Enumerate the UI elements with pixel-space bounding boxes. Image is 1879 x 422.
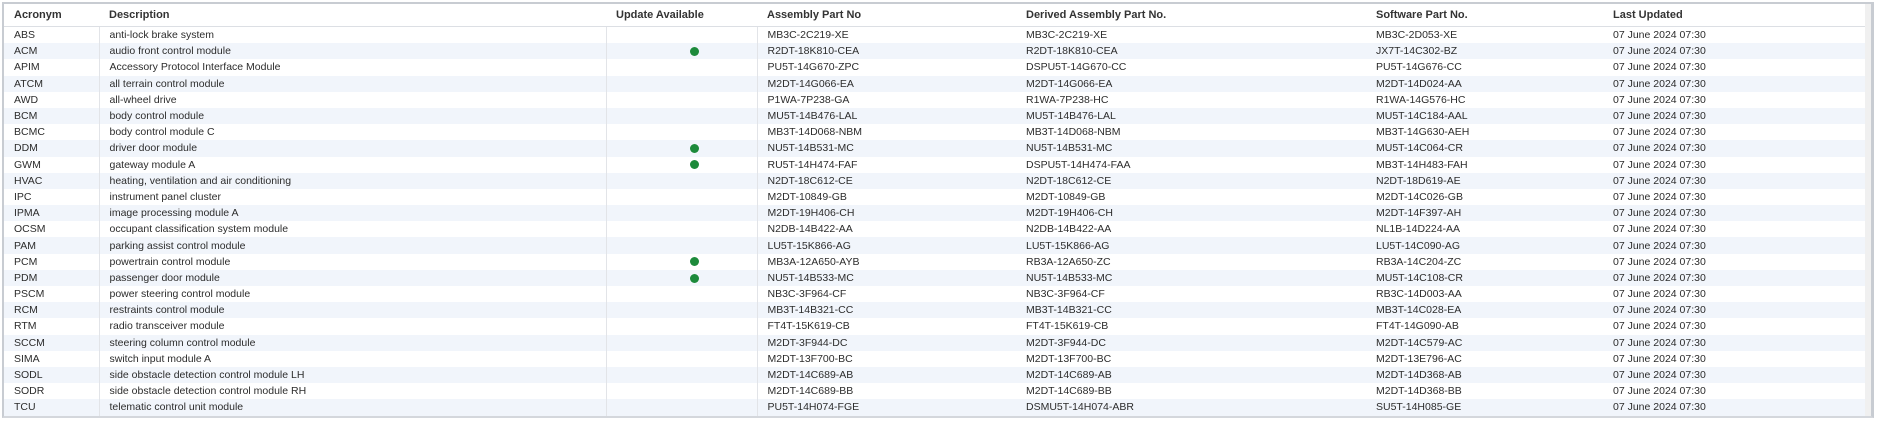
cell-software-part-no: RB3C-14D003-AA <box>1366 286 1603 302</box>
cell-derived-assembly-part-no: M2DT-10849-GB <box>1016 189 1366 205</box>
cell-software-part-no: MB3T-14C028-EA <box>1366 302 1603 318</box>
cell-update-available <box>606 140 757 156</box>
cell-last-updated: 07 June 2024 07:30 <box>1603 399 1868 415</box>
cell-acronym: GWM <box>4 157 99 173</box>
cell-acronym: PDM <box>4 270 99 286</box>
cell-assembly-part-no: M2DT-10849-GB <box>757 189 1016 205</box>
cell-derived-assembly-part-no: LU5T-15K866-AG <box>1016 237 1366 253</box>
cell-software-part-no: MB3C-2D053-XE <box>1366 27 1603 44</box>
cell-description: restraints control module <box>99 302 606 318</box>
table-row[interactable] <box>4 335 1868 351</box>
cell-description: parking assist control module <box>99 237 606 253</box>
table-row[interactable] <box>4 124 1868 140</box>
cell-software-part-no: NL1B-14D224-AA <box>1366 221 1603 237</box>
cell-description: radio transceiver module <box>99 318 606 334</box>
cell-assembly-part-no: P1WA-7P238-GA <box>757 92 1016 108</box>
cell-software-part-no: LU5T-14C090-AG <box>1366 237 1603 253</box>
table-row[interactable] <box>4 351 1868 367</box>
table-row[interactable] <box>4 76 1868 92</box>
cell-acronym: SODL <box>4 367 99 383</box>
cell-update-available <box>606 221 757 237</box>
table-row[interactable] <box>4 367 1868 383</box>
cell-description: Accessory Protocol Interface Module <box>99 59 606 75</box>
cell-last-updated: 07 June 2024 07:30 <box>1603 254 1868 270</box>
cell-derived-assembly-part-no: NU5T-14B531-MC <box>1016 140 1366 156</box>
cell-last-updated: 07 June 2024 07:30 <box>1603 157 1868 173</box>
cell-acronym: SODR <box>4 383 99 399</box>
column-header-assembly-part-no[interactable]: Assembly Part No <box>757 4 1016 27</box>
table-row[interactable] <box>4 318 1868 334</box>
cell-acronym: HVAC <box>4 173 99 189</box>
cell-derived-assembly-part-no: M2DT-3F944-DC <box>1016 335 1366 351</box>
cell-assembly-part-no: M2DT-14C689-AB <box>757 367 1016 383</box>
cell-update-available <box>606 302 757 318</box>
cell-update-available <box>606 76 757 92</box>
column-header-update-available[interactable]: Update Available <box>606 4 757 27</box>
cell-assembly-part-no: RU5T-14H474-FAF <box>757 157 1016 173</box>
cell-assembly-part-no: MB3T-14B321-CC <box>757 302 1016 318</box>
cell-assembly-part-no: MB3C-2C219-XE <box>757 27 1016 44</box>
cell-last-updated: 07 June 2024 07:30 <box>1603 140 1868 156</box>
cell-assembly-part-no: NU5T-14B533-MC <box>757 270 1016 286</box>
update-available-icon <box>690 160 699 169</box>
cell-acronym: PAM <box>4 237 99 253</box>
cell-update-available <box>606 367 757 383</box>
cell-last-updated: 07 June 2024 07:30 <box>1603 221 1868 237</box>
cell-last-updated: 07 June 2024 07:30 <box>1603 43 1868 59</box>
cell-software-part-no: MU5T-14C108-CR <box>1366 270 1603 286</box>
cell-assembly-part-no: FT4T-15K619-CB <box>757 318 1016 334</box>
cell-last-updated: 07 June 2024 07:30 <box>1603 302 1868 318</box>
cell-acronym: DDM <box>4 140 99 156</box>
table-body <box>4 27 1868 416</box>
column-header-description[interactable]: Description <box>99 4 606 27</box>
module-table-panel <box>2 2 1874 418</box>
cell-derived-assembly-part-no: RB3A-12A650-ZC <box>1016 254 1366 270</box>
cell-description: heating, ventilation and air conditioning <box>99 173 606 189</box>
cell-last-updated: 07 June 2024 07:30 <box>1603 383 1868 399</box>
column-header-last-updated[interactable]: Last Updated <box>1603 4 1868 27</box>
cell-software-part-no: MB3T-14H483-FAH <box>1366 157 1603 173</box>
cell-acronym: ABS <box>4 27 99 44</box>
cell-description: image processing module A <box>99 205 606 221</box>
table-row[interactable] <box>4 157 1868 173</box>
update-available-icon <box>690 144 699 153</box>
column-header-software-part-no[interactable]: Software Part No. <box>1366 4 1603 27</box>
cell-update-available <box>606 383 757 399</box>
table-row[interactable] <box>4 221 1868 237</box>
cell-last-updated: 07 June 2024 07:30 <box>1603 27 1868 44</box>
column-header-derived-assembly-part-no[interactable]: Derived Assembly Part No. <box>1016 4 1366 27</box>
cell-acronym: TCU <box>4 399 99 415</box>
table-row[interactable] <box>4 189 1868 205</box>
cell-derived-assembly-part-no: M2DT-19H406-CH <box>1016 205 1366 221</box>
table-row[interactable] <box>4 59 1868 75</box>
cell-derived-assembly-part-no: R1WA-7P238-HC <box>1016 92 1366 108</box>
cell-update-available <box>606 92 757 108</box>
cell-assembly-part-no: M2DT-3F944-DC <box>757 335 1016 351</box>
cell-software-part-no: M2DT-13E796-AC <box>1366 351 1603 367</box>
cell-acronym: ATCM <box>4 76 99 92</box>
cell-update-available <box>606 286 757 302</box>
cell-acronym: OCSM <box>4 221 99 237</box>
cell-derived-assembly-part-no: MB3T-14D068-NBM <box>1016 124 1366 140</box>
update-available-icon <box>690 274 699 283</box>
cell-software-part-no: PU5T-14G676-CC <box>1366 59 1603 75</box>
cell-description: gateway module A <box>99 157 606 173</box>
cell-software-part-no: MB3T-14G630-AEH <box>1366 124 1603 140</box>
cell-software-part-no: FT4T-14G090-AB <box>1366 318 1603 334</box>
table-row[interactable] <box>4 254 1868 270</box>
cell-assembly-part-no: MU5T-14B476-LAL <box>757 108 1016 124</box>
cell-assembly-part-no: M2DT-14G066-EA <box>757 76 1016 92</box>
cell-assembly-part-no: NU5T-14B531-MC <box>757 140 1016 156</box>
cell-software-part-no: MU5T-14C064-CR <box>1366 140 1603 156</box>
cell-software-part-no: M2DT-14D024-AA <box>1366 76 1603 92</box>
table-row[interactable] <box>4 205 1868 221</box>
cell-derived-assembly-part-no: DSMU5T-14H074-ABR <box>1016 399 1366 415</box>
cell-update-available <box>606 189 757 205</box>
cell-description: powertrain control module <box>99 254 606 270</box>
table-row[interactable] <box>4 399 1868 415</box>
cell-description: body control module C <box>99 124 606 140</box>
cell-derived-assembly-part-no: NB3C-3F964-CF <box>1016 286 1366 302</box>
cell-software-part-no: M2DT-14C579-AC <box>1366 335 1603 351</box>
cell-update-available <box>606 157 757 173</box>
cell-description: anti-lock brake system <box>99 27 606 44</box>
table-row[interactable] <box>4 43 1868 59</box>
cell-last-updated: 07 June 2024 07:30 <box>1603 270 1868 286</box>
cell-assembly-part-no: M2DT-13F700-BC <box>757 351 1016 367</box>
cell-last-updated: 07 June 2024 07:30 <box>1603 76 1868 92</box>
cell-last-updated: 07 June 2024 07:30 <box>1603 237 1868 253</box>
cell-software-part-no: M2DT-14C026-GB <box>1366 189 1603 205</box>
cell-description: driver door module <box>99 140 606 156</box>
cell-description: all-wheel drive <box>99 92 606 108</box>
cell-last-updated: 07 June 2024 07:30 <box>1603 189 1868 205</box>
table-row[interactable] <box>4 173 1868 189</box>
table-row[interactable] <box>4 27 1868 44</box>
cell-last-updated: 07 June 2024 07:30 <box>1603 286 1868 302</box>
cell-software-part-no: M2DT-14F397-AH <box>1366 205 1603 221</box>
cell-assembly-part-no: N2DT-18C612-CE <box>757 173 1016 189</box>
cell-last-updated: 07 June 2024 07:30 <box>1603 318 1868 334</box>
cell-acronym: ACM <box>4 43 99 59</box>
cell-acronym: AWD <box>4 92 99 108</box>
table-row[interactable] <box>4 270 1868 286</box>
cell-update-available <box>606 351 757 367</box>
cell-acronym: BCM <box>4 108 99 124</box>
cell-acronym: PCM <box>4 254 99 270</box>
table-header-row <box>4 4 1868 27</box>
cell-software-part-no: MU5T-14C184-AAL <box>1366 108 1603 124</box>
cell-description: switch input module A <box>99 351 606 367</box>
cell-derived-assembly-part-no: M2DT-14C689-AB <box>1016 367 1366 383</box>
table-row[interactable] <box>4 302 1868 318</box>
cell-description: side obstacle detection control module RH <box>99 383 606 399</box>
cell-acronym: PSCM <box>4 286 99 302</box>
cell-update-available <box>606 270 757 286</box>
cell-derived-assembly-part-no: MB3C-2C219-XE <box>1016 27 1366 44</box>
cell-derived-assembly-part-no: NU5T-14B533-MC <box>1016 270 1366 286</box>
cell-description: telematic control unit module <box>99 399 606 415</box>
cell-acronym: IPMA <box>4 205 99 221</box>
column-header-acronym[interactable]: Acronym <box>4 4 99 27</box>
table-row[interactable] <box>4 383 1868 399</box>
update-available-icon <box>690 257 699 266</box>
cell-software-part-no: RB3A-14C204-ZC <box>1366 254 1603 270</box>
cell-description: instrument panel cluster <box>99 189 606 205</box>
cell-last-updated: 07 June 2024 07:30 <box>1603 173 1868 189</box>
cell-update-available <box>606 124 757 140</box>
cell-last-updated: 07 June 2024 07:30 <box>1603 124 1868 140</box>
cell-derived-assembly-part-no: M2DT-14G066-EA <box>1016 76 1366 92</box>
cell-last-updated: 07 June 2024 07:30 <box>1603 367 1868 383</box>
cell-update-available <box>606 205 757 221</box>
cell-description: occupant classification system module <box>99 221 606 237</box>
cell-description: steering column control module <box>99 335 606 351</box>
cell-description: side obstacle detection control module LH <box>99 367 606 383</box>
cell-derived-assembly-part-no: DSPU5T-14H474-FAA <box>1016 157 1366 173</box>
cell-software-part-no: JX7T-14C302-BZ <box>1366 43 1603 59</box>
cell-last-updated: 07 June 2024 07:30 <box>1603 59 1868 75</box>
cell-acronym: RTM <box>4 318 99 334</box>
table-row[interactable] <box>4 140 1868 156</box>
cell-assembly-part-no: M2DT-14C689-BB <box>757 383 1016 399</box>
cell-update-available <box>606 399 757 415</box>
cell-derived-assembly-part-no: FT4T-15K619-CB <box>1016 318 1366 334</box>
cell-assembly-part-no: R2DT-18K810-CEA <box>757 43 1016 59</box>
cell-update-available <box>606 254 757 270</box>
table-row[interactable] <box>4 92 1868 108</box>
cell-derived-assembly-part-no: MB3T-14B321-CC <box>1016 302 1366 318</box>
cell-derived-assembly-part-no: N2DB-14B422-AA <box>1016 221 1366 237</box>
cell-last-updated: 07 June 2024 07:30 <box>1603 335 1868 351</box>
cell-description: power steering control module <box>99 286 606 302</box>
cell-assembly-part-no: MB3A-12A650-AYB <box>757 254 1016 270</box>
table-row[interactable] <box>4 286 1868 302</box>
cell-acronym: SCCM <box>4 335 99 351</box>
cell-acronym: APIM <box>4 59 99 75</box>
cell-derived-assembly-part-no: R2DT-18K810-CEA <box>1016 43 1366 59</box>
cell-update-available <box>606 335 757 351</box>
cell-assembly-part-no: PU5T-14G670-ZPC <box>757 59 1016 75</box>
table-row[interactable] <box>4 237 1868 253</box>
cell-update-available <box>606 237 757 253</box>
cell-software-part-no: N2DT-18D619-AE <box>1366 173 1603 189</box>
cell-acronym: BCMC <box>4 124 99 140</box>
module-table <box>4 4 1868 416</box>
cell-last-updated: 07 June 2024 07:30 <box>1603 108 1868 124</box>
cell-acronym: SIMA <box>4 351 99 367</box>
cell-update-available <box>606 108 757 124</box>
cell-assembly-part-no: N2DB-14B422-AA <box>757 221 1016 237</box>
cell-software-part-no: M2DT-14D368-AB <box>1366 367 1603 383</box>
cell-description: audio front control module <box>99 43 606 59</box>
cell-software-part-no: SU5T-14H085-GE <box>1366 399 1603 415</box>
cell-last-updated: 07 June 2024 07:30 <box>1603 92 1868 108</box>
cell-update-available <box>606 173 757 189</box>
cell-assembly-part-no: PU5T-14H074-FGE <box>757 399 1016 415</box>
cell-derived-assembly-part-no: MU5T-14B476-LAL <box>1016 108 1366 124</box>
cell-software-part-no: R1WA-14G576-HC <box>1366 92 1603 108</box>
cell-assembly-part-no: MB3T-14D068-NBM <box>757 124 1016 140</box>
cell-acronym: RCM <box>4 302 99 318</box>
cell-software-part-no: M2DT-14D368-BB <box>1366 383 1603 399</box>
cell-description: all terrain control module <box>99 76 606 92</box>
vertical-scrollbar[interactable] <box>1865 4 1871 416</box>
table-row[interactable] <box>4 108 1868 124</box>
cell-assembly-part-no: NB3C-3F964-CF <box>757 286 1016 302</box>
cell-update-available <box>606 43 757 59</box>
cell-description: passenger door module <box>99 270 606 286</box>
cell-derived-assembly-part-no: N2DT-18C612-CE <box>1016 173 1366 189</box>
cell-acronym: IPC <box>4 189 99 205</box>
cell-derived-assembly-part-no: M2DT-13F700-BC <box>1016 351 1366 367</box>
cell-last-updated: 07 June 2024 07:30 <box>1603 205 1868 221</box>
cell-derived-assembly-part-no: DSPU5T-14G670-CC <box>1016 59 1366 75</box>
cell-description: body control module <box>99 108 606 124</box>
cell-last-updated: 07 June 2024 07:30 <box>1603 351 1868 367</box>
cell-update-available <box>606 27 757 44</box>
cell-assembly-part-no: M2DT-19H406-CH <box>757 205 1016 221</box>
cell-assembly-part-no: LU5T-15K866-AG <box>757 237 1016 253</box>
update-available-icon <box>690 47 699 56</box>
cell-derived-assembly-part-no: M2DT-14C689-BB <box>1016 383 1366 399</box>
cell-update-available <box>606 59 757 75</box>
cell-update-available <box>606 318 757 334</box>
